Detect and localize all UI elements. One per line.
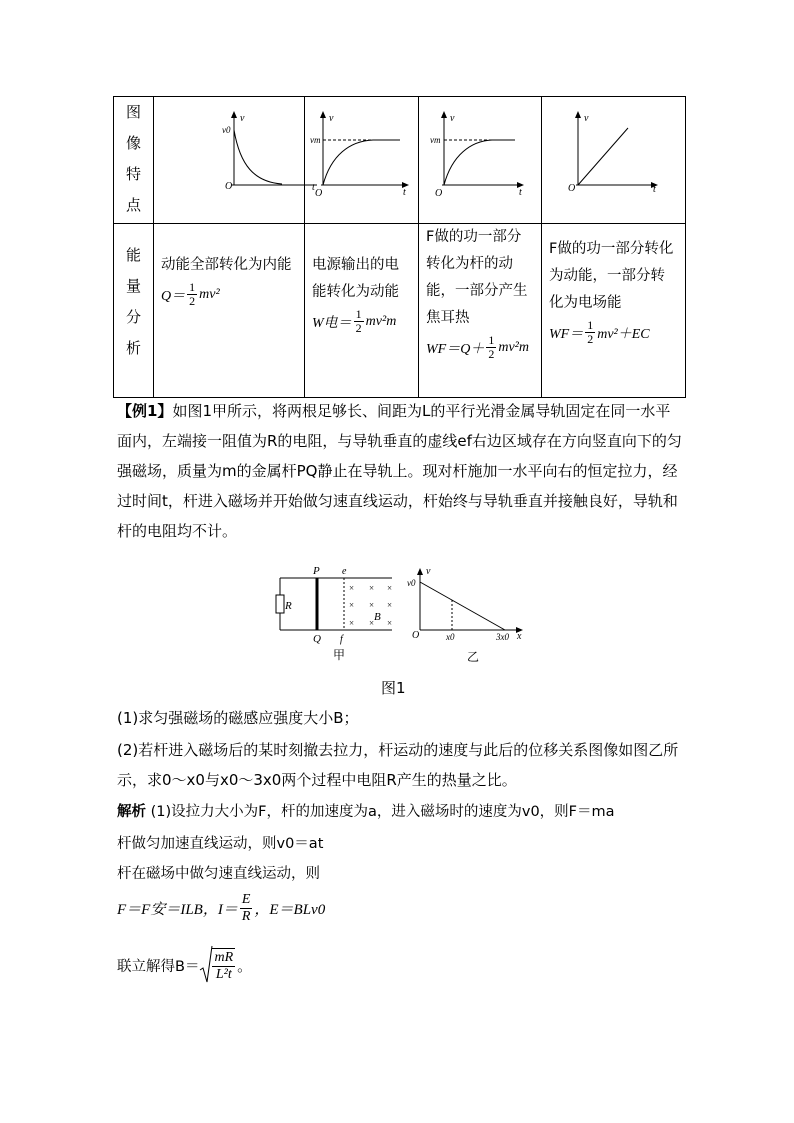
row-header-graph: 图 像 特 点 (114, 97, 154, 224)
resistor (276, 595, 284, 613)
graph-cell-1 (154, 97, 315, 224)
row-header-energy: 能 量 分 析 (114, 224, 154, 398)
svg-text:×: × (369, 583, 375, 593)
question-2: (2)若杆进入磁场后的某时刻撤去拉力，杆运动的速度与此后的位移关系图像如图乙所示，求0～x0与x0～3x0两个过程中电阻R产生的热量之比。 (117, 741, 679, 789)
graph-rise-1 (305, 97, 418, 219)
solution-line-1: 解析 (1)设拉力大小为F，杆的加速度为a，进入磁场时的速度为v0，则F＝ma (117, 804, 615, 820)
comparison-table (113, 96, 686, 398)
solution-line-2: 杆做匀加速直线运动，则v0＝at (117, 836, 324, 852)
svg-text:x0: x0 (446, 632, 455, 642)
circuit-diagram (276, 565, 392, 662)
g1-y-label: v (240, 113, 245, 124)
label-jia: 甲 (333, 648, 346, 662)
svg-text:3x0: 3x0 (496, 632, 509, 642)
energy-cell-3: F做的功一部分转化为杆的动能，一部分产生焦耳热 WF＝Q＋ $\frac{1}{2}$ mv²m (419, 224, 542, 398)
solution-label: 解析 (117, 804, 146, 820)
svg-text:B: B (374, 611, 381, 623)
svg-text:f: f (340, 634, 343, 645)
g2-y-label: v (329, 113, 334, 124)
g1-x-label: t (312, 182, 315, 193)
energy-cell-4: F做的功一部分转化为动能，一部分转化为电场能 WF＝ $\frac{1}{2}$ mv²＋EC (542, 224, 686, 398)
energy-cell-2: 电源输出的电能转化为动能 W电＝ $\frac{1}{2}$ mv²m (305, 224, 419, 398)
formula-1: Q＝ $\frac{1}{2}$ mv² (161, 280, 220, 308)
solution-equation: F＝F安＝ILB，I＝ $\frac{E}{R}$ ，E＝BLv0 (117, 892, 326, 924)
g4-y-label: v (584, 113, 589, 124)
svg-text:×: × (387, 583, 393, 593)
velocity-position-graph (407, 566, 523, 664)
graph-rise-2 (419, 97, 541, 219)
svg-text:×: × (349, 600, 355, 610)
example-label: 【例1】 (117, 402, 173, 420)
g2-y-tick: vm (310, 135, 321, 145)
g2-origin: O (315, 188, 323, 199)
g1-y-tick: v0 (222, 125, 231, 135)
graph-decay (154, 97, 315, 219)
svg-text:x: x (517, 631, 522, 642)
formula-2: W电＝ $\frac{1}{2}$ mv²m (312, 307, 397, 335)
question-1: (1)求匀强磁场的磁感应强度大小B； (117, 709, 359, 727)
g4-x-label: t (653, 184, 656, 195)
svg-text:×: × (349, 583, 355, 593)
svg-text:R: R (285, 600, 292, 612)
g1-origin: O (225, 181, 233, 192)
figure-caption: 图1 (381, 679, 406, 697)
graph-cell-3 (419, 97, 542, 224)
example-text: 如图1甲所示，将两根足够长、间距为L的平行光滑金属导轨固定在同一水平面内，左端接一阻值为R的电阻，与导轨垂直的虚线ef右边区域存在方向竖直向下的匀强磁场，质量为m的金属杆PQ静止在导轨上。现对杆施加一水平向右的恒定拉力，经过时间t，杆进入磁场并开始做匀速直线运动，杆始终与导轨垂直并接触良好，导轨和杆的电阻均不计。 (117, 402, 682, 540)
energy-cell-1: 动能全部转化为内能 Q＝ $\frac{1}{2}$ mv² (154, 224, 305, 398)
field-crosses (349, 583, 392, 628)
figure-1 (270, 560, 540, 670)
svg-text:×: × (369, 618, 375, 628)
graph-cell-4 (542, 97, 686, 224)
svg-text:v0: v0 (407, 578, 416, 588)
g3-y-tick: vm (430, 135, 441, 145)
sqrt-expression: $\frac{mR}{\text{L²t}}$ (199, 944, 237, 986)
example-paragraph (117, 396, 685, 546)
g3-y-label: v (450, 113, 455, 124)
svg-text:Q: Q (313, 633, 321, 645)
svg-text:P: P (313, 565, 320, 577)
svg-text:×: × (387, 600, 393, 610)
svg-text:v: v (426, 566, 431, 577)
graph-linear (542, 97, 685, 219)
svg-text:×: × (369, 600, 375, 610)
svg-text:×: × (349, 618, 355, 628)
g3-origin: O (435, 188, 443, 199)
formula-3: WF＝Q＋ $\frac{1}{2}$ mv²m (426, 333, 529, 361)
svg-text:e: e (342, 566, 347, 577)
graph-cell-2 (305, 97, 419, 224)
g2-x-label: t (403, 187, 406, 198)
svg-text:O: O (412, 630, 420, 641)
solution-final: 联立解得B＝ $\frac{mR}{\text{L²t}}$ 。 (117, 944, 252, 986)
svg-text:×: × (387, 618, 393, 628)
formula-4: WF＝ $\frac{1}{2}$ mv²＋EC (549, 318, 650, 346)
radical-sign (199, 944, 213, 986)
g4-origin: O (568, 183, 576, 194)
label-yi: 乙 (467, 650, 480, 664)
solution-line-3: 杆在磁场中做匀速直线运动，则 (117, 866, 320, 882)
g3-x-label: t (519, 187, 522, 198)
